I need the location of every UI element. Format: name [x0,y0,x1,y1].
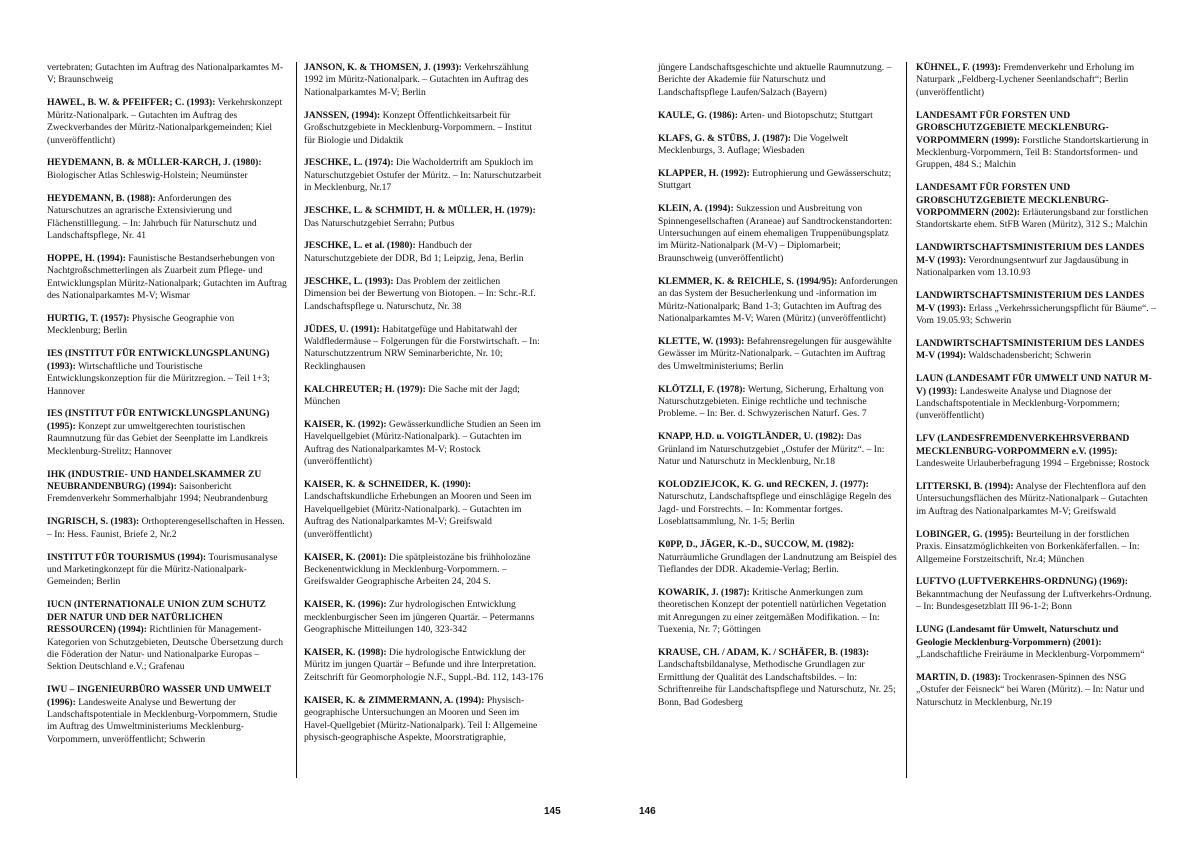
reference-entry [304,552,544,589]
reference-text: Wirtschaftliche und Touristische Entwicklungskonzeption für die Müritzregion. – Teil 1+3; Hannover [47,360,270,397]
reference-text: Erläuterungsband zur forstlichen Standortskarte ehem. StFB Waren (Müritz), 312 S.; Malchin [916,207,1149,231]
reference-text: Kritische Anmerkungen zum theoretischen Konzept der potentiell natürlichen Vegetation mit Anregungen zu einer zeitgemäßen Modifikation. – In: Tuexenia, Nr. 7; Göttingen [658,586,887,636]
reference-entry [658,587,898,637]
reference-entry [916,242,1156,279]
reference-entry [47,469,287,506]
reference-text: Landschaftsbildanalyse, Methodische Grundlagen zur Ermittlung der Qualität des Landschaftsbildes. – In: Schriftenreihe für Landschaftspflege und Naturschutz, Nr. 25; Bonn, Bad Godesberg [658,659,896,708]
reference-text: vertebraten; Gutachten im Auftrag des Nationalparkamtes M-V; Braunschweig [47,62,284,86]
reference-text: Die spätpleistozäne bis frühholozäne Beckenentwicklung in Mecklenburg-Vorpommern. – Greifswalder Geographische Arbeiten 24, 204 S. [304,551,531,588]
reference-text: Konzept zur umweltgerechten touristischen Raumnutzung für das Gebiet der Seenplatte im Landkreis Mecklenburg-Strelitz; Hannover [47,420,268,457]
column-divider-left [296,62,297,778]
reference-author: HEYDEMANN, B. (1988): [47,192,156,204]
reference-author: KAISER, K. (2001): [304,551,387,563]
reference-author: INGRISCH, S. (1983): [47,516,140,528]
reference-author: HURTIG, T. (1957): [47,313,130,324]
reference-author: KRAUSE, CH. / ADAM, K. / SCHÄFER, B. (1983): [658,647,870,659]
reference-entry [47,516,287,541]
reference-text: Verordnungsentwurf zur Jagdausübung in Nationalparken vom 13.10.93 [916,254,1129,279]
reference-author: KAISER, K. (1992): [304,418,387,430]
reference-author: LANDWIRTSCHAFTSMINISTERIUM DES LANDES M-V (1993): [916,290,1145,314]
reference-entry [658,168,898,193]
reference-entry [304,479,544,541]
reference-entry [658,539,898,576]
reference-entry [916,62,1156,99]
reference-text: jüngere Landschaftsgeschichte und aktuelle Raumnutzung. – Berichte der Akademie für Naturschutz und Landschaftspflege Laufen/Salzach (Bayern) [658,62,892,98]
reference-entry [304,599,544,636]
reference-entry [304,647,544,684]
reference-entry [658,647,898,709]
reference-entry [47,193,287,243]
reference-author: IWU – INGENIEURBÜRO WASSER UND UMWELT (1996): [47,684,271,708]
reference-entry [658,276,898,326]
reference-entry [304,384,544,409]
reference-text: Beurteilung in der forstlichen Praxis. Einsatzmöglichkeiten von Borkenkäferfallen. – In: Allgemeine Forstzeitschrift, Nr.4; München [916,528,1140,565]
reference-entry [658,110,898,122]
reference-entry [916,373,1156,423]
reference-entry [304,157,544,194]
reference-text: Verkehrskonzept Müritz-Nationalpark. – Gutachten im Auftrag des Zweckverbandes der Müritz-Nationalparkgemeinden; Kiel (unveröffentlicht) [47,97,283,146]
reference-entry [47,348,287,398]
reference-entry [47,97,287,147]
reference-author: JANSON, K. & THOMSEN, J. (1993): [304,62,462,73]
reference-entry [916,529,1156,566]
reference-entry [916,672,1156,709]
right-page-column-1 [658,62,898,720]
reference-text: Anforderungen an das System der Besucherlenkung und -information im Müritz-Nationalpark; Band 1-3; Gutachten im Auftrag des Nationalparkamtes M-V; Waren (Müritz) (unveröffentlicht) [658,275,898,324]
reference-text: Erlass „Verkehrssicherungspflicht für Bäume“. – Vom 19.05.93; Schwerin [916,302,1156,326]
reference-author: INSTITUT FÜR TOURISMUS (1994): [47,551,207,563]
reference-author: KOLODZIEJCOK, K. G. und RECKEN, J. (1977): [658,479,869,491]
reference-author: KAULE, G. (1986): [658,109,738,121]
reference-author: KLETTE, W. (1993): [658,335,745,347]
reference-text: Die hydrologische Entwicklung der Müritz im jungen Quartär – Befunde und ihre Interpretation. Zeitschrift für Geomorphologie N.F., Suppl.-Bd. 112, 143-176 [304,647,544,683]
reference-text: Physische Geographie von Mecklenburg; Berlin [47,313,235,337]
reference-text: Naturschutz, Landschaftspflege und einschlägige Regeln des Jagd- und Forstrechts. – In: Kommentar fortges. Loseblattsammlung, Nr. 1-5; Berlin [658,491,892,528]
reference-author: KAISER, K. (1996): [304,599,387,611]
reference-author: KOWARIK, J. (1987): [658,586,750,598]
reference-entry [916,433,1156,470]
page-number-right: 146 [639,806,656,817]
reference-entry [658,133,898,158]
reference-text: Die Sache mit der Jagd; München [304,383,520,408]
reference-author: KLAFS, G. & STÜBS, J. (1987): [658,132,791,144]
reference-entry [916,481,1156,518]
reference-text: Die Vogelwelt Mecklenburgs, 3. Auflage; Wiesbaden [658,132,849,157]
reference-author: KAISER, K. & ZIMMERMANN, A. (1994): [304,694,485,706]
reference-text: Eutrophierung und Gewässerschutz; Stuttgart [658,167,892,192]
reference-entry [47,552,287,589]
reference-author: LANDESAMT FÜR FORSTEN UND GROßSCHUTZGEBIETE MECKLENBURG-VORPOMMERN (1999): [916,109,1109,146]
reference-text: Zur hydrologischen Entwicklung mecklenburgischer Seen im jüngeren Quartär. – Petermanns Geographische Mitteilungen 140, 323-342 [304,599,535,636]
reference-text: Waldschadensbericht; Schwerin [968,350,1091,362]
reference-author: IHK (INDUSTRIE- UND HANDELSKAMMER ZU NEUBRANDENBURG) (1994): [47,468,262,492]
reference-text: Das Naturschutzgebiet Serrahn; Putbus [304,217,455,229]
reference-text: Verkehrszählung 1992 im Müritz-Nationalpark. – Gutachten im Auftrag des Nationalparkamtes M-V; Berlin [304,62,529,98]
reference-entry [304,240,544,265]
reference-author: KALCHREUTER; H. (1979): [304,383,426,395]
reference-entry [658,62,898,99]
reference-author: LUNG (Landesamt für Umwelt, Naturschutz und Geologie Mecklenburg-Vorpommern) (2001): [916,624,1119,648]
reference-entry [304,62,544,99]
reference-text: Konzept Öffentlichkeitsarbeit für Großschutzgebiete in Mecklenburg-Vorpommern. – Institut für Biologie und Didaktik [304,109,532,146]
reference-entry [304,276,544,313]
reference-entry [47,62,287,87]
reference-text: Landschaftskundliche Erhebungen an Mooren und Seen im Havelquellgebiet (Müritz-Nationalpark). – Gutachten im Auftrag des Nationalparkamtes M-V; Greifswald (unveröffentlicht) [304,491,532,540]
reference-author: JESCHKE, L. (1974): [304,157,394,169]
reference-author: K0PP, D., JÄGER, K.-D., SUCCOW, M. (1982): [658,539,855,551]
reference-text: Das Grünland im Naturschutzgebiet „Ostufer der Müritz“. – In: Natur und Naturschutz in Mecklenburg, Nr.18 [658,431,885,468]
reference-entry [47,684,287,746]
reference-author: IUCN (INTERNATIONALE UNION ZUM SCHUTZ DER NATUR UND DER NATÜRLICHEN RESSOURCEN) (1994): [47,599,266,636]
reference-entry [658,336,898,373]
page-number-left: 145 [544,806,561,817]
reference-author: HOPPE, H. (1994): [47,252,126,264]
reference-author: LANDWIRTSCHAFTSMINISTERIUM DES LANDES M-V (1993): [916,242,1145,266]
reference-text: Landesweite Analyse und Diagnose der Landschaftspotentiale in Mecklenburg-Vorpommern; (unveröffentlicht) [916,385,1120,422]
reference-entry [658,431,898,468]
reference-author: KNAPP, H.D. u. VOIGTLÄNDER, U. (1982): [658,431,845,443]
left-page-column-1 [47,62,287,757]
reference-text: Trockenrasen-Spinnen des NSG „Ostufer der Feisneck“ bei Waren (Müritz). – In: Natur und Naturschutz in Mecklenburg, Nr.19 [916,671,1145,708]
reference-entry [304,110,544,147]
reference-author: JANSSEN, (1994): [304,109,381,121]
reference-text: Tourismusanalyse und Marketingkonzept für die Müritz-Nationalpark-Gemeinden; Berlin [47,551,278,588]
reference-author: LUFTVO (LUFTVERKEHRS-ORDNUNG) (1969): [916,576,1128,588]
reference-author: LANDWIRTSCHAFTSMINISTERIUM DES LANDES M-V (1994): [916,337,1145,362]
reference-author: MARTIN, D. (1983): [916,671,1001,683]
reference-entry [916,290,1156,327]
reference-author: LAUN (LANDESAMT FÜR UMWELT UND NATUR M-V) (1993): [916,373,1152,397]
reference-entry [304,205,544,230]
left-page-column-2 [304,62,544,755]
reference-text: Faunistische Bestandserhebungen von Nachtgroßschmetterlingen als Zuarbeit zum Pflege- und Entwicklungsplan Müritz-Nationalpark; Gutachten im Auftrag des Nationalparkamtes M-V; Wismar [47,252,287,302]
reference-entry [658,479,898,529]
reference-author: KLÖTZLI, F. (1978): [658,383,746,395]
reference-entry [47,157,287,182]
reference-author: JÜDES, U. (1991): [304,323,380,335]
reference-text: Richtlinien für Management-Kategorien von Schutzgebieten, Deutsche Übersetzung durch die Föderation der Natur- und Nationalparke Europas – Sektion Deutschland e.V.; Grafenau [47,624,284,673]
reference-entry [304,695,544,745]
reference-entry [47,253,287,303]
reference-text: Gewässerkundliche Studien an Seen im Havelquellgebiet (Müritz-Nationalpark). – Gutachten im Auftrag des Nationalparkamtes M-V; Rostock (unveröffentlicht) [304,418,541,468]
reference-author: HEYDEMANN, B. & MÜLLER-KARCH, J. (1980): [47,157,262,169]
reference-text: Analyse der Flechtenflora auf den Untersuchungsflächen des Müritz-Nationalpark – Gutachten im Auftrag des Nationalparkamtes M-V; Greifswald [916,480,1148,517]
reference-text: Befahrensregelungen für ausgewählte Gewässer im Müritz-Nationalpark. – Gutachten im Auftrag des Umweltministeriums; Berlin [658,335,892,372]
reference-entry [47,313,287,338]
reference-author: HAWEL, B. W. & PFEIFFER; C. (1993): [47,97,216,109]
reference-author: KLAPPER, H. (1992): [658,167,750,179]
reference-entry [47,599,287,673]
reference-text: Wertung, Sicherung, Erhaltung von Naturschutzgebieten. Einige rechtliche und technische Probleme. – In: Ber. d. Schwyzerischen Naturf. Ges. 7 [658,383,884,420]
reference-text: Arten- und Biotopschutz; Stuttgart [739,109,873,121]
reference-entry [304,324,544,374]
reference-entry [916,576,1156,613]
reference-author: LITTERSKI, B. (1994): [916,480,1014,492]
reference-entry [658,384,898,421]
reference-author: IES (INSTITUT FÜR ENTWICKLUNGSPLANUNG) (1995): [47,408,270,432]
reference-entry [916,110,1156,172]
reference-entry [658,203,898,265]
reference-author: KÜHNEL, F. (1993): [916,62,1001,73]
reference-entry [47,408,287,458]
reference-text: Physisch-geographische Untersuchungen an Mooren und Seen im Havel-Quellgebiet (Müritz-Nationalpark). Teil I: Allgemeine physisch-geographische Aspekte, Moorstratigraphie, [304,694,538,743]
reference-text: „Landschaftliche Freiräume in Mecklenburg-Vorpommern“ [916,648,1145,660]
reference-author: KLEIN, A. (1994): [658,203,734,215]
reference-text: Das Problem der zeitlichen Dimension bei der Bewertung von Biotopen. – In: Schr.-R.f. Landschaftspflege u. Naturschutz, Nr. 38 [304,275,536,312]
reference-entry [916,624,1156,661]
reference-entry [916,182,1156,232]
reference-author: LFV (LANDESFREMDENVERKEHRSVERBAND MECKLENBURG-VORPOMMERN e.V. (1995): [916,433,1130,457]
reference-text: Bekanntmachung der Neufassung der Luftverkehrs-Ordnung. – In: Bundesgesetzblatt III 96-1-2; Bonn [916,588,1152,613]
reference-text: Habitatgefüge und Habitatwahl der Waldfledermäuse – Folgerungen für die Forstwirtschaft. – In: Naturschutzzentrum NRW Seminarberichte, Nr. 10; Recklinghausen [304,323,540,372]
reference-author: LANDESAMT FÜR FORSTEN UND GROßSCHUTZGEBIETE MECKLENBURG-VORPOMMERN (2002): [916,182,1109,219]
reference-text: Landesweite Analyse und Bewertung der Landschaftspotentiale in Mecklenburg-Vorpommern, Studie im Auftrag des Umweltministeriums Mecklenburg-Vorpommern, unveröffentlicht; Schwerin [47,696,278,745]
reference-entry [916,338,1156,363]
reference-author: JESCHKE, L. & SCHMIDT, H. & MÜLLER, H. (1979): [304,205,536,217]
reference-author: JESCHKE, L. et al. (1980): [304,240,416,252]
reference-author: KAISER, K. & SCHNEIDER, K. (1990): [304,479,472,491]
reference-author: KAISER, K. (1998): [304,647,387,659]
reference-author: LOBINGER, G. (1995): [916,528,1014,540]
reference-text: Anforderungen des Naturschutzes an agrarische Extensivierung und Flächenstilllegung. – In: Jahrbuch für Naturschutz und Landschaftspflege, Nr. 41 [47,192,257,241]
reference-text: Fremdenverkehr und Erholung im Naturpark „Feldberg-Lychener Seenlandschaft“; Berlin (unveröffentlicht) [916,62,1135,98]
reference-author: JESCHKE, L. (1993): [304,275,394,287]
reference-text: Saisonbericht Fremdenverkehr Sommerhalbjahr 1994; Neubrandenburg [47,480,268,505]
reference-author: IES (INSTITUT FÜR ENTWICKLUNGSPLANUNG) (1993): [47,348,270,372]
reference-text: Handbuch der Naturschutzgebiete der DDR, Bd 1; Leipzig, Jena, Berlin [304,240,524,264]
reference-text: Orthopterengesellschaften in Hessen. – In: Hess. Faunist, Briefe 2, Nr.2 [47,516,285,540]
reference-text: Forstliche Standortskartierung in Mecklenburg-Vorpommern, Teil B: Standortsformen- und Gruppen, 484 S.; Malchin [916,134,1149,171]
column-divider-right [906,62,907,778]
reference-text: Landesweite Urlauberbefragung 1994 – Ergebnisse; Rostock [916,458,1150,470]
reference-text: Die Wacholdertrift am Spukloch im Naturschutzgebiet Ostufer der Müritz. – In: Naturschutzarbeit in Mecklenburg, Nr.17 [304,157,542,194]
right-page-column-2 [916,62,1156,720]
reference-author: KLEMMER, K. & REICHLE, S. (1994/95): [658,275,838,287]
reference-entry [304,419,544,469]
reference-text: Naturräumliche Grundlagen der Landnutzung am Beispiel des Tieflandes der DDR. Akademie-Verlag; Berlin. [658,551,897,575]
reference-text: Biologischer Atlas Schleswig-Holstein; Neumünster [47,169,248,181]
reference-text: Sukzession und Ausbreitung von Spinnengesellschaften (Araneae) auf Sandtrockenstandorten: Untersuchungen auf einem ehemaligen Truppenübungsplatz im Müritz-Nationalpark (M-V) – Diplomarbeit; Braunschweig (unveröffentlicht) [658,203,893,264]
